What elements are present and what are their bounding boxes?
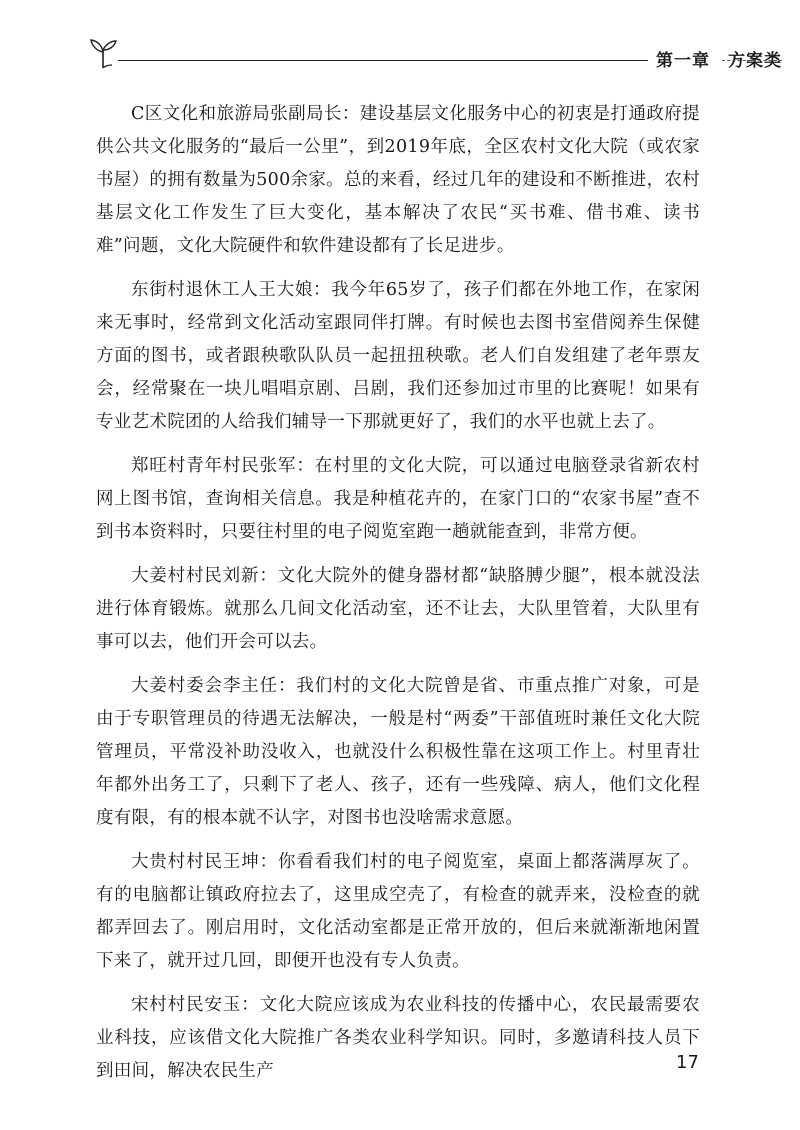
running-header [88, 34, 782, 74]
header-rule [118, 60, 648, 61]
page-number: 17 [676, 1052, 699, 1073]
paragraph: C区文化和旅游局张副局长：建设基层文化服务中心的初衷是打通政府提供公共文化服务的“最后一公里”，到2019年底，全区农村文化大院（或农家书屋）的拥有数量为500余家。总的来看，经过几年的建设和不断推进，农村基层文化工作发生了巨大变化，基本解决了农民“买书难、借书难、读书难”问题，文化大院硬件和软件建设都有了长足进步。 [96, 104, 700, 256]
paragraph: 宋村村民安玉：文化大院应该成为农业科技的传播中心，农民最需要农业科技，应该借文化大院推广各类农业科学知识。同时，多邀请科技人员下到田间，解决农民生产 [96, 995, 700, 1081]
body-text [96, 98, 700, 1099]
header-rule-right [722, 60, 782, 61]
chapter-title: 第一章 方案类 [656, 51, 782, 71]
sprout-icon [88, 36, 118, 70]
paragraph: 郑旺村青年村民张军：在村里的文化大院，可以通过电脑登录省新农村网上图书馆，查询相关信息。我是种植花卉的，在家门口的“农家书屋”查不到书本资料时，只要往村里的电子阅览室跑一趟就能查到，非常方便。 [96, 456, 700, 542]
paragraph: 东街村退休工人王大娘：我今年65岁了，孩子们都在外地工作，在家闲来无事时，经常到文化活动室跟同伴打牌。有时候也去图书室借阅养生保健方面的图书，或者跟秧歌队队员一起扭扭秧歌。老人们自发组建了老年票友会，经常聚在一块儿唱唱京剧、吕剧，我们还参加过市里的比赛呢！如果有专业艺术院团的人给我们辅导一下那就更好了，我们的水平也就上去了。 [96, 280, 700, 432]
paragraph: 大姜村委会李主任：我们村的文化大院曾是省、市重点推广对象，可是由于专职管理员的待遇无法解决，一般是村“两委”干部值班时兼任文化大院管理员，平常没补助没收入，也就没什么积极性靠在这项工作上。村里青壮年都外出务工了，只剩下了老人、孩子，还有一些残障、病人，他们文化程度有限，有的根本就不认字，对图书也没啥需求意愿。 [96, 676, 700, 828]
paragraph: 大贵村村民王坤：你看看我们村的电子阅览室，桌面上都落满厚灰了。有的电脑都让镇政府拉去了，这里成空壳了，有检查的就弄来，没检查的就都弄回去了。刚启用时，文化活动室都是正常开放的，但后来就渐渐地闲置下来了，就开过几回，即便开也没有专人负责。 [96, 852, 700, 971]
paragraph: 大姜村村民刘新：文化大院外的健身器材都“缺胳膊少腿”，根本就没法进行体育锻炼。就那么几间文化活动室，还不让去，大队里管着，大队里有事可以去，他们开会可以去。 [96, 566, 700, 652]
